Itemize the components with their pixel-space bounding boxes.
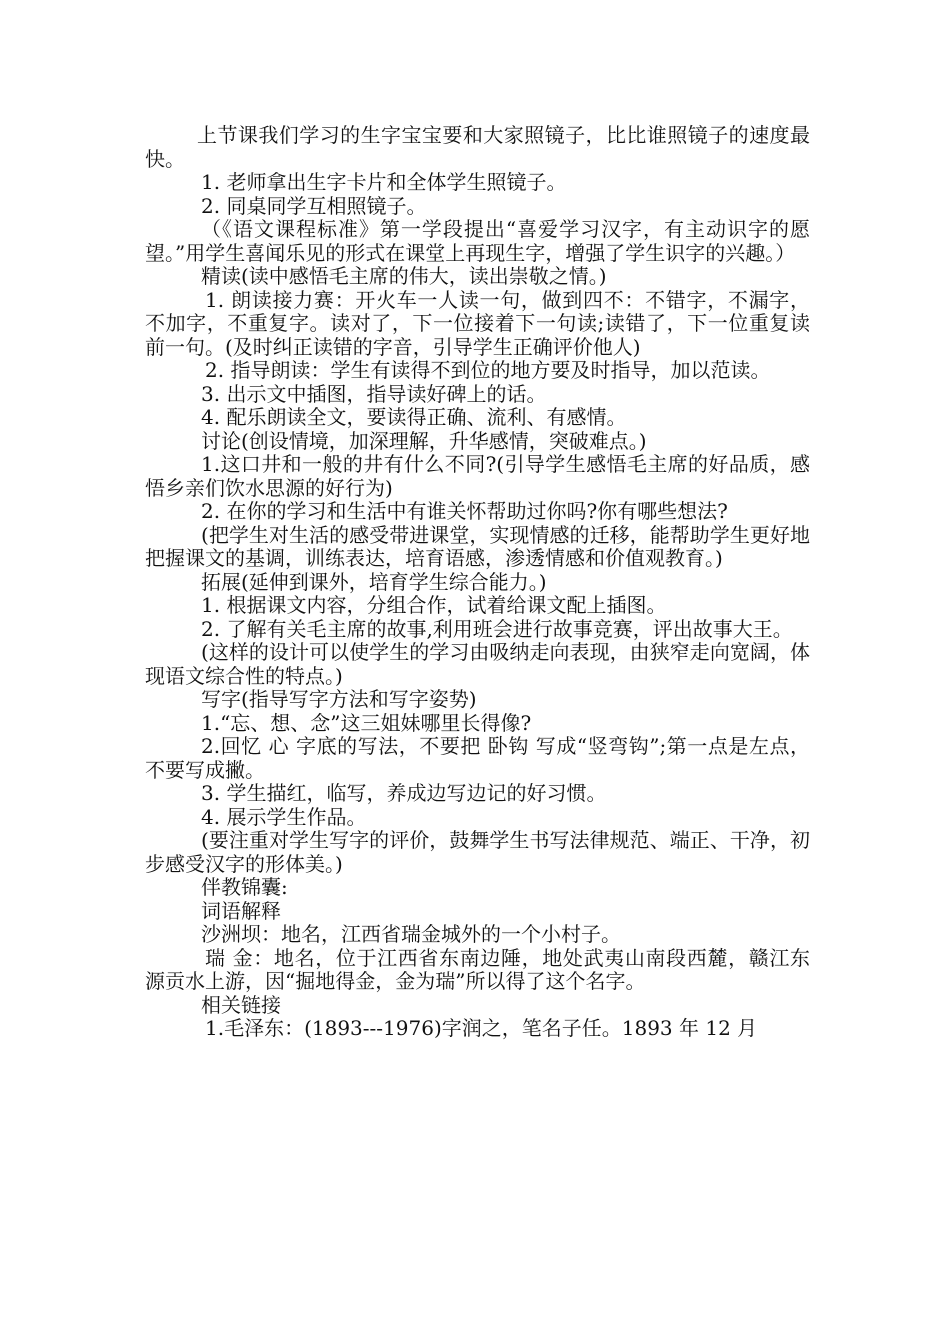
paragraph: 上节课我们学习的生字宝宝要和大家照镜子，比比谁照镜子的速度最快。	[145, 123, 810, 171]
paragraph: (把学生对生活的感受带进课堂，实现情感的迁移，能帮助学生更好地把握课文的基调，训练表达，培育语感，渗透情感和价值观教育。)	[145, 522, 810, 570]
section-heading: 讨论(创设情境，加深理解，升华感情，突破难点。)	[201, 428, 647, 453]
paragraph: 1. 老师拿出生字卡片和全体学生照镜子。	[201, 170, 567, 194]
paragraph: （《语文课程标准》第一学段提出“喜爱学习汉字，有主动识字的愿望。”用学生喜闻乐见的形式在课堂上再现生字，增强了学生识字的兴趣。）	[145, 217, 810, 265]
paragraph: 2. 同桌同学互相照镜子。	[201, 193, 427, 218]
paragraph: 1.“忘、想、念”这三姐妹哪里长得像?	[201, 710, 532, 735]
paragraph: 3. 出示文中插图，指导读好碑上的话。	[201, 381, 547, 406]
paragraph: 4. 配乐朗读全文，要读得正确、流利、有感情。	[201, 405, 627, 429]
section-heading: 写字(指导写字方法和写字姿势)	[201, 687, 477, 711]
paragraph: 2. 指导朗读：学生有读得不到位的地方要及时指导，加以范读。	[205, 358, 771, 382]
section-heading: 词语解释	[201, 898, 281, 923]
section-heading: 精读(读中感悟毛主席的伟大，读出崇敬之情。)	[201, 264, 607, 288]
section-heading: 相关链接	[201, 992, 281, 1017]
paragraph: 2. 在你的学习和生活中有谁关怀帮助过你吗?你有哪些想法?	[201, 499, 728, 523]
paragraph: 2.回忆 心 字底的写法，不要把 卧钩 写成“竖弯钩”;第一点是左点，不要写成撇。	[145, 734, 810, 782]
document-body	[145, 124, 810, 1041]
paragraph: 4. 展示学生作品。	[201, 804, 367, 829]
paragraph: 1. 朗读接力赛：开火车一人读一句，做到四不：不错字，不漏字，不加字，不重复字。读对了，下一位接着下一句读;读错了，下一位重复读前一句。(及时纠正读错的字音，引导学生正确评价他人)	[145, 287, 810, 359]
paragraph: 2. 了解有关毛主席的故事,利用班会进行故事竞赛，评出故事大王。	[201, 616, 793, 641]
paragraph: 1.毛泽东：(1893---1976)字润之，笔名子任。1893 年 12 月	[205, 1016, 758, 1040]
paragraph: 沙洲坝：地名，江西省瑞金城外的一个小村子。	[201, 922, 621, 946]
paragraph: (要注重对学生写字的评价，鼓舞学生书写法律规范、端正、干净，初步感受汉字的形体美。)	[145, 828, 810, 876]
paragraph: 1. 根据课文内容，分组合作，试着给课文配上插图。	[201, 593, 667, 617]
section-heading: 伴教锦囊:	[201, 875, 288, 899]
paragraph: 瑞 金：地名，位于江西省东南边陲，地处武夷山南段西麓，赣江东源贡水上游，因“掘地得金，金为瑞”所以得了这个名字。	[145, 945, 810, 993]
section-heading: 拓展(延伸到课外，培育学生综合能力。)	[201, 569, 547, 594]
paragraph: 3. 学生描红，临写，养成边写边记的好习惯。	[201, 781, 607, 805]
paragraph: 1.这口井和一般的井有什么不同?(引导学生感悟毛主席的好品质，感悟乡亲们饮水思源的好行为)	[145, 452, 810, 500]
paragraph: (这样的设计可以使学生的学习由吸纳走向表现，由狭窄走向宽阔，体现语文综合性的特点。)	[145, 640, 810, 688]
